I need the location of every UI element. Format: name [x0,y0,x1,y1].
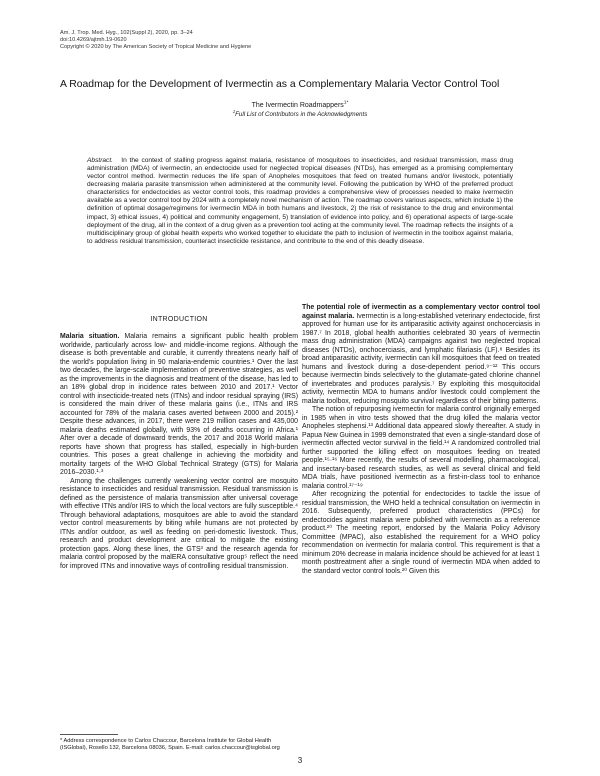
author-line [0,101,600,110]
paragraph [60,478,298,572]
abstract-label: Abstract. [87,157,114,164]
doi: doi:10.4269/ajtmh.19-0620 [60,37,127,43]
author-superscript: 1* [343,100,349,106]
section-heading-introduction: INTRODUCTION [150,316,208,323]
affiliation: Full List of Contributors in the Acknowledgments [235,111,368,118]
paragraph [302,406,540,491]
left-column [60,333,298,571]
abstract-text: In the context of stalling progress against malaria, resistance of mosquitoes to insecticides, and residual transmission, mass drug administration (MDA) of ivermectin, an endectocide used for neglected tropical diseases (NTDs), has emerged as a promising complementary vector control method. Ivermectin reduces the life span of Anopheles mosquitoes that feed on treated humans and/or livestock, potentially decreasing malaria parasite transmission when administered at the community level. Following the publication by WHO of the preferred product characteristics for endectocides as vector control tools, this roadmap provides a comprehensive view of processes needed to make ivermectin available as a vector control tool by 2024 with a completely novel mechanism of action. The roadmap covers various aspects, which include 1) the definition of optimal dosage/regimens for ivermectin MDA in both humans and livestock, 2) the risk of resistance to the drug and environmental impact, 3) ethical issues, 4) political and community engagement, 5) translation of evidence into policy, and 6) operational aspects of large-scale deployment of the drug, all in the context of a drug given as a prevention tool acting at the community level. The roadmap reflects the insights of a multidisciplinary group of global health experts who worked together to elucidate the path to inclusion of ivermectin in the toolbox against malaria, to address residual transmission, counteract insecticide resistance, and contribute to the end of this deadly disease. [87,157,513,245]
affiliation-superscript: 1 [232,108,236,114]
footnote: * Address correspondence to Carlos Chaccour, Barcelona Institute for Global Health (ISGlobal), Rosello 132, Barcelona 08036, Spain. E-mail: carlos.chaccour@isglobal.org [60,738,280,752]
journal-citation: Am. J. Trop. Med. Hyg., 102(Suppl 2), 2020, pp. 3–24 [60,30,193,36]
paragraph [302,491,540,576]
abstract [87,157,513,246]
paragraph-text: Malaria remains a significant public health problem worldwide, particularly across low- and middle-income regions. Although the disease is both preventable and curable, it currently threatens nearly half of the world’s population living in 90 malaria-endemic countries.¹ Over the last two decades, the large-scale implementation of preventive strategies, as well as the improvements in the diagnosis and treatment of the disease, has led to an 18% global drop in incidence rates between 2010 and 2017.¹ Vector control with insecticide-treated nets (ITNs) and indoor residual spraying (IRS) is considered the main driver of these malaria gains (i.e., ITNs and IRS accounted for 78% of the malaria cases averted between 2000 and 2015).² Despite these advances, in 2017, there were 219 million cases and 435,000 malaria deaths estimated globally, with 93% of deaths occurring in Africa.¹ After over a decade of downward trends, the 2017 and 2018 World malaria reports have shown that progress has stalled, especially in high-burden countries. This poses a great challenge in achieving the morbidity and mortality targets of the WHO Global Technical Strategy (GTS) for Malaria 2016–2030.¹·³ [60,333,298,477]
paragraph-text: The notion of repurposing ivermectin for malaria control originally emerged in 1985 when in vitro tests showed that the drug killed the malaria vector Anopheles stephensi.¹³ Additional data appeared slowly thereafter. A study in Papua New Guinea in 1999 demonstrated that even a single-standard dose of ivermectin affected vector survival in the field.¹⁴ A randomized controlled trial further supported the killing effect on mosquitoes feeding on treated people.¹⁵·¹⁶ More recently, the results of several modelling, pharmacological, and insectary-based research studies, as well as several clinical and field MDA trials, have positioned ivermectin as a first-in-class tool to enhance malaria control.¹⁷⁻¹⁹ [302,406,540,490]
affiliation-line [0,108,600,119]
footnote-rule [60,734,118,735]
article-title: A Roadmap for the Development of Ivermectin as a Complementary Malaria Vector Control Tool [60,79,500,90]
paragraph [302,304,540,406]
copyright: Copyright © 2020 by The American Society of Tropical Medicine and Hygiene [60,44,252,50]
authors: The Ivermectin Roadmappers [251,102,344,109]
paragraph-text: After recognizing the potential for endectocides to tackle the issue of residual transmission, the WHO held a technical consultation on ivermectin in 2016. Subsequently, preferred product characteristics (PPCs) for endectocides against malaria were published with ivermectin as a reference product.²⁰ The meeting report, endorsed by the Malaria Policy Advisory Committee (MPAC), also established the requirement for a WHO policy recommendation on ivermectin for malaria control. This requirement is that a minimum 20% decrease in malaria incidence should be achieved for at least 1 month posttreatment after a single round of ivermectin MDA when added to the standard vector control tools.²⁰ Given this [302,491,540,575]
run-in-heading: The potential role of ivermectin as a complementary vector control tool against malaria. [302,304,540,320]
page-number: 3 [297,756,303,765]
right-column [302,304,540,577]
paragraph-text: Ivermectin is a long-established veterinary endectocide, first approved for human use for its antiparasitic activity against onchocerciasis in 1987.⁷ In 2018, global health authorities celebrated 30 years of ivermectin mass drug administration (MDA) campaigns against two neglected tropical diseases (NTDs), onchocerciasis, and lymphatic filariasis (LF).⁸ Besides its broad antiparasitic activity, ivermectin can kill mosquitoes that feed on treated humans and livestock during a dose-dependent period.⁹⁻¹² This occurs because ivermectin binds selectively to the glutamate-gated chlorine channel of invertebrates and produces paralysis.⁷ By exploiting this mosquitocidal activity, ivermectin MDA to humans and/or livestock could complement the malaria toolbox, reducing mosquito survival regardless of their biting patterns. [302,312,540,405]
journal-header [60,30,251,51]
paragraph-text: Among the challenges currently weakening vector control are mosquito resistance to insecticides and residual transmission. Residual transmission is defined as the persistence of malaria transmission after universal coverage with effective ITNs and/or IRS to which the local vectors are fully susceptible.⁴ Through behavioral adaptations, mosquitoes are able to avoid the standard vector control measurements by biting while humans are not protected by ITNs and/or outdoor, as well as feeding on peri-domestic livestock. Thus, research and product development are critical to mitigate the existing protection gaps. Along these lines, the GTS³ and the research agenda for malaria control proposed by the malERA consultative group⁵ reflect the need for improved ITNs and innovative ways of controlling residual transmission. [60,477,298,570]
paragraph [60,333,298,478]
run-in-heading: Malaria situation. [60,333,120,340]
